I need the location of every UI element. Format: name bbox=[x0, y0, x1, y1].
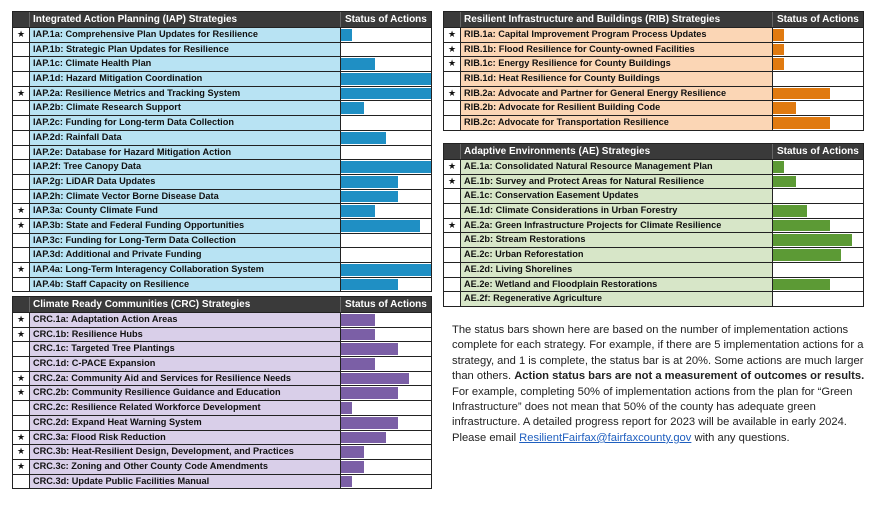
status-bar bbox=[773, 176, 796, 188]
status-cell bbox=[341, 175, 431, 189]
strategy-name: IAP.2a: Resilience Metrics and Tracking System bbox=[30, 87, 341, 101]
priority-star-icon bbox=[13, 475, 30, 489]
priority-star-icon: ★ bbox=[444, 160, 461, 174]
status-cell bbox=[341, 445, 431, 459]
priority-star-icon: ★ bbox=[444, 219, 461, 233]
strategy-row bbox=[444, 100, 863, 115]
strategy-name: CRC.1d: C-PACE Expansion bbox=[30, 357, 341, 371]
strategy-name: IAP.1b: Strategic Plan Updates for Resilience bbox=[30, 43, 341, 57]
strategy-name: CRC.2a: Community Aid and Services for Resilience Needs bbox=[30, 372, 341, 386]
header-star-cell bbox=[444, 144, 461, 159]
status-bar bbox=[341, 329, 375, 341]
status-cell bbox=[341, 101, 431, 115]
status-bar bbox=[773, 205, 807, 217]
strategy-name: IAP.1a: Comprehensive Plan Updates for Resilience bbox=[30, 28, 341, 42]
priority-star-icon bbox=[444, 292, 461, 306]
rib-table-header bbox=[444, 12, 863, 27]
priority-star-icon: ★ bbox=[13, 28, 30, 42]
strategy-name: CRC.3d: Update Public Facilities Manual bbox=[30, 475, 341, 489]
strategy-name: IAP.1d: Hazard Mitigation Coordination bbox=[30, 72, 341, 86]
status-cell bbox=[773, 28, 863, 42]
strategy-name: IAP.2d: Rainfall Data bbox=[30, 131, 341, 145]
priority-star-icon: ★ bbox=[13, 460, 30, 474]
status-bar bbox=[773, 88, 830, 100]
email-link[interactable]: ResilientFairfax@fairfaxcounty.gov bbox=[519, 431, 692, 444]
priority-star-icon: ★ bbox=[13, 313, 30, 327]
status-cell bbox=[341, 28, 431, 42]
priority-star-icon bbox=[13, 175, 30, 189]
header-star-cell bbox=[444, 12, 461, 27]
strategy-name: RIB.1a: Capital Improvement Program Process Updates bbox=[461, 28, 773, 42]
priority-star-icon: ★ bbox=[13, 204, 30, 218]
priority-star-icon bbox=[444, 278, 461, 292]
status-cell bbox=[773, 101, 863, 115]
strategy-row bbox=[444, 291, 863, 306]
strategy-name: RIB.1b: Flood Resilience for County-owned Facilities bbox=[461, 43, 773, 57]
strategy-row bbox=[13, 71, 431, 86]
strategy-row bbox=[444, 203, 863, 218]
status-cell bbox=[341, 460, 431, 474]
priority-star-icon: ★ bbox=[13, 372, 30, 386]
status-bar bbox=[341, 279, 398, 291]
status-bar bbox=[773, 279, 830, 291]
ae-strategies-table bbox=[443, 143, 864, 307]
priority-star-icon bbox=[13, 278, 30, 292]
priority-star-icon bbox=[13, 401, 30, 415]
strategy-name: IAP.2e: Database for Hazard Mitigation Action bbox=[30, 146, 341, 160]
strategy-row bbox=[444, 218, 863, 233]
status-cell bbox=[341, 72, 431, 86]
priority-star-icon: ★ bbox=[13, 87, 30, 101]
priority-star-icon: ★ bbox=[13, 431, 30, 445]
status-cell bbox=[341, 263, 431, 277]
status-bar bbox=[773, 249, 841, 261]
status-cell bbox=[341, 190, 431, 204]
strategy-name: AE.1c: Conservation Easement Updates bbox=[461, 189, 773, 203]
strategy-row bbox=[13, 86, 431, 101]
strategy-name: RIB.2c: Advocate for Transportation Resilience bbox=[461, 116, 773, 130]
strategy-row bbox=[13, 459, 431, 474]
priority-star-icon: ★ bbox=[13, 263, 30, 277]
status-cell bbox=[773, 219, 863, 233]
strategy-name: CRC.1a: Adaptation Action Areas bbox=[30, 313, 341, 327]
strategy-row bbox=[13, 27, 431, 42]
strategy-row bbox=[13, 312, 431, 327]
strategy-name: AE.2a: Green Infrastructure Projects for Climate Resilience bbox=[461, 219, 773, 233]
priority-star-icon bbox=[13, 146, 30, 160]
status-bar bbox=[341, 102, 364, 114]
status-cell bbox=[773, 263, 863, 277]
strategy-row bbox=[13, 247, 431, 262]
strategy-row bbox=[13, 356, 431, 371]
status-cell bbox=[341, 313, 431, 327]
strategy-row bbox=[13, 341, 431, 356]
strategy-name: CRC.3c: Zoning and Other County Code Amendments bbox=[30, 460, 341, 474]
strategy-name: IAP.2b: Climate Research Support bbox=[30, 101, 341, 115]
status-bar bbox=[341, 58, 375, 70]
strategy-row bbox=[444, 27, 863, 42]
status-bar bbox=[773, 161, 784, 173]
priority-star-icon bbox=[13, 248, 30, 262]
strategy-name: RIB.2a: Advocate and Partner for General Energy Resilience bbox=[461, 87, 773, 101]
strategy-name: AE.1d: Climate Considerations in Urban Forestry bbox=[461, 204, 773, 218]
status-cell bbox=[341, 146, 431, 160]
strategy-name: IAP.3d: Additional and Private Funding bbox=[30, 248, 341, 262]
strategy-name: AE.1b: Survey and Protect Areas for Natural Resilience bbox=[461, 175, 773, 189]
status-cell bbox=[341, 131, 431, 145]
strategy-name: IAP.2h: Climate Vector Borne Disease Data bbox=[30, 190, 341, 204]
strategy-row bbox=[444, 188, 863, 203]
priority-star-icon: ★ bbox=[444, 28, 461, 42]
rib-strategies-table bbox=[443, 11, 864, 131]
status-bar bbox=[341, 88, 431, 100]
status-cell bbox=[773, 278, 863, 292]
strategy-row bbox=[444, 262, 863, 277]
status-cell bbox=[773, 175, 863, 189]
status-cell bbox=[773, 248, 863, 262]
priority-star-icon bbox=[444, 204, 461, 218]
strategy-row bbox=[444, 247, 863, 262]
status-cell bbox=[341, 116, 431, 130]
strategy-row bbox=[13, 415, 431, 430]
status-cell bbox=[773, 72, 863, 86]
table-title: Adaptive Environments (AE) Strategies bbox=[461, 144, 773, 159]
priority-star-icon bbox=[13, 57, 30, 71]
priority-star-icon: ★ bbox=[13, 386, 30, 400]
strategy-row bbox=[444, 86, 863, 101]
strategy-name: RIB.1d: Heat Resilience for County Buildings bbox=[461, 72, 773, 86]
status-cell bbox=[341, 416, 431, 430]
strategy-row bbox=[13, 400, 431, 415]
status-bar bbox=[341, 476, 352, 488]
strategy-name: CRC.2b: Community Resilience Guidance and Education bbox=[30, 386, 341, 400]
priority-star-icon: ★ bbox=[13, 445, 30, 459]
strategy-row bbox=[444, 174, 863, 189]
priority-star-icon bbox=[13, 101, 30, 115]
status-cell bbox=[773, 57, 863, 71]
status-cell bbox=[341, 278, 431, 292]
crc-table-header bbox=[13, 297, 431, 312]
ae-table-header bbox=[444, 144, 863, 159]
status-cell bbox=[341, 248, 431, 262]
status-bar bbox=[341, 432, 386, 444]
status-cell bbox=[773, 292, 863, 306]
priority-star-icon: ★ bbox=[13, 219, 30, 233]
priority-star-icon bbox=[13, 357, 30, 371]
strategy-name: IAP.3a: County Climate Fund bbox=[30, 204, 341, 218]
priority-star-icon: ★ bbox=[444, 175, 461, 189]
strategy-row bbox=[444, 159, 863, 174]
status-bar bbox=[341, 161, 431, 173]
status-bar bbox=[773, 44, 784, 56]
strategy-name: AE.2b: Stream Restorations bbox=[461, 233, 773, 247]
iap-table-header bbox=[13, 12, 431, 27]
status-cell bbox=[341, 204, 431, 218]
status-cell bbox=[341, 219, 431, 233]
status-bar bbox=[773, 58, 784, 70]
status-bar bbox=[341, 132, 386, 144]
priority-star-icon: ★ bbox=[444, 43, 461, 57]
note-text-1: The status bars shown here are based on the number of implementation actions complete for each strategy. For example, if there are 5 implementation actions for a strategy, and 1 is complete, the status bar is at 20%. Some actions are much larger than others. bbox=[452, 324, 864, 383]
strategy-row bbox=[13, 385, 431, 400]
strategy-row bbox=[444, 277, 863, 292]
priority-star-icon: ★ bbox=[444, 57, 461, 71]
strategy-name: IAP.4b: Staff Capacity on Resilience bbox=[30, 278, 341, 292]
strategy-row bbox=[13, 130, 431, 145]
priority-star-icon bbox=[444, 248, 461, 262]
strategy-name: RIB.1c: Energy Resilience for County Buildings bbox=[461, 57, 773, 71]
priority-star-icon bbox=[444, 101, 461, 115]
strategy-name: CRC.1b: Resilience Hubs bbox=[30, 328, 341, 342]
strategy-name: CRC.2c: Resilience Related Workforce Development bbox=[30, 401, 341, 415]
status-bar bbox=[341, 314, 375, 326]
strategy-row bbox=[13, 371, 431, 386]
priority-star-icon bbox=[444, 189, 461, 203]
strategy-name: AE.1a: Consolidated Natural Resource Management Plan bbox=[461, 160, 773, 174]
header-star-cell bbox=[13, 297, 30, 312]
status-cell bbox=[341, 87, 431, 101]
status-bar bbox=[773, 234, 852, 246]
strategy-name: AE.2e: Wetland and Floodplain Restorations bbox=[461, 278, 773, 292]
status-cell bbox=[773, 43, 863, 57]
status-cell bbox=[341, 475, 431, 489]
strategy-name: CRC.2d: Expand Heat Warning System bbox=[30, 416, 341, 430]
status-cell bbox=[341, 431, 431, 445]
status-cell bbox=[341, 342, 431, 356]
strategy-row bbox=[13, 203, 431, 218]
status-column-header: Status of Actions bbox=[345, 299, 427, 310]
status-bar bbox=[773, 29, 784, 41]
status-bar bbox=[341, 191, 398, 203]
strategy-row bbox=[13, 233, 431, 248]
status-cell bbox=[341, 357, 431, 371]
strategy-name: CRC.3a: Flood Risk Reduction bbox=[30, 431, 341, 445]
strategy-row bbox=[13, 277, 431, 292]
strategy-name: CRC.1c: Targeted Tree Plantings bbox=[30, 342, 341, 356]
strategy-name: AE.2d: Living Shorelines bbox=[461, 263, 773, 277]
status-bar bbox=[341, 29, 352, 41]
table-title: Climate Ready Communities (CRC) Strategies bbox=[30, 297, 341, 312]
status-cell bbox=[773, 116, 863, 130]
status-cell bbox=[773, 233, 863, 247]
status-bar bbox=[341, 417, 398, 429]
status-bar bbox=[341, 73, 431, 85]
status-bar bbox=[341, 220, 420, 232]
priority-star-icon bbox=[13, 43, 30, 57]
status-cell bbox=[341, 160, 431, 174]
status-cell bbox=[773, 189, 863, 203]
strategy-row bbox=[13, 444, 431, 459]
priority-star-icon bbox=[444, 72, 461, 86]
strategy-row bbox=[13, 100, 431, 115]
priority-star-icon bbox=[13, 416, 30, 430]
status-bar bbox=[341, 446, 364, 458]
status-bar bbox=[341, 176, 398, 188]
strategy-name: IAP.2c: Funding for Long-term Data Collection bbox=[30, 116, 341, 130]
strategy-name: IAP.2f: Tree Canopy Data bbox=[30, 160, 341, 174]
strategy-name: RIB.2b: Advocate for Resilient Building Code bbox=[461, 101, 773, 115]
strategy-row bbox=[444, 115, 863, 130]
status-column-header: Status of Actions bbox=[345, 14, 427, 25]
status-note bbox=[452, 323, 877, 446]
status-bar bbox=[341, 461, 364, 473]
crc-strategies-table bbox=[12, 296, 432, 489]
status-cell bbox=[341, 401, 431, 415]
strategy-row bbox=[13, 474, 431, 489]
strategy-row bbox=[13, 430, 431, 445]
status-cell bbox=[773, 87, 863, 101]
status-bar bbox=[341, 264, 431, 276]
priority-star-icon bbox=[13, 160, 30, 174]
strategy-row bbox=[13, 327, 431, 342]
status-cell bbox=[341, 234, 431, 248]
strategy-row bbox=[13, 262, 431, 277]
status-cell bbox=[773, 204, 863, 218]
priority-star-icon bbox=[444, 263, 461, 277]
strategy-row bbox=[444, 232, 863, 247]
status-cell bbox=[773, 160, 863, 174]
priority-star-icon: ★ bbox=[13, 328, 30, 342]
priority-star-icon bbox=[13, 116, 30, 130]
priority-star-icon bbox=[13, 131, 30, 145]
status-bar bbox=[773, 117, 830, 129]
strategy-row bbox=[13, 145, 431, 160]
status-bar bbox=[773, 220, 830, 232]
status-cell bbox=[341, 386, 431, 400]
header-star-cell bbox=[13, 12, 30, 27]
strategy-row bbox=[13, 42, 431, 57]
priority-star-icon bbox=[444, 116, 461, 130]
table-title: Resilient Infrastructure and Buildings (RIB) Strategies bbox=[461, 12, 773, 27]
status-bar bbox=[341, 387, 398, 399]
strategy-name: CRC.3b: Heat-Resilient Design, Development, and Practices bbox=[30, 445, 341, 459]
priority-star-icon bbox=[13, 72, 30, 86]
strategy-name: AE.2c: Urban Reforestation bbox=[461, 248, 773, 262]
status-cell bbox=[341, 372, 431, 386]
strategy-row bbox=[13, 159, 431, 174]
status-bar bbox=[341, 402, 352, 414]
strategy-name: IAP.2g: LiDAR Data Updates bbox=[30, 175, 341, 189]
strategy-name: IAP.1c: Climate Health Plan bbox=[30, 57, 341, 71]
table-title: Integrated Action Planning (IAP) Strategies bbox=[30, 12, 341, 27]
strategy-name: AE.2f: Regenerative Agriculture bbox=[461, 292, 773, 306]
status-bar bbox=[341, 205, 375, 217]
status-cell bbox=[341, 328, 431, 342]
status-bar bbox=[341, 373, 409, 385]
strategy-name: IAP.3c: Funding for Long-Term Data Collection bbox=[30, 234, 341, 248]
status-column-header: Status of Actions bbox=[777, 14, 859, 25]
iap-strategies-table bbox=[12, 11, 432, 292]
strategy-row bbox=[13, 189, 431, 204]
priority-star-icon: ★ bbox=[444, 87, 461, 101]
strategy-row bbox=[444, 56, 863, 71]
strategy-row bbox=[444, 71, 863, 86]
status-bar bbox=[773, 102, 796, 114]
status-bar bbox=[341, 343, 398, 355]
priority-star-icon bbox=[13, 234, 30, 248]
strategy-row bbox=[13, 56, 431, 71]
status-cell bbox=[341, 57, 431, 71]
status-cell bbox=[341, 43, 431, 57]
priority-star-icon bbox=[444, 233, 461, 247]
priority-star-icon bbox=[13, 190, 30, 204]
note-text-3: with any questions. bbox=[691, 431, 790, 444]
priority-star-icon bbox=[13, 342, 30, 356]
strategy-name: IAP.3b: State and Federal Funding Opportunities bbox=[30, 219, 341, 233]
status-column-header: Status of Actions bbox=[777, 146, 859, 157]
status-bar bbox=[341, 358, 375, 370]
strategy-name: IAP.4a: Long-Term Interagency Collaboration System bbox=[30, 263, 341, 277]
strategy-row bbox=[13, 115, 431, 130]
strategy-row bbox=[13, 174, 431, 189]
note-bold-statement: Action status bars are not a measurement of outcomes or results. bbox=[514, 370, 865, 383]
strategy-row bbox=[13, 218, 431, 233]
strategy-row bbox=[444, 42, 863, 57]
note-text-2: For example, completing 50% of implementation actions from the plan for “Green Infrastructure” does not mean that 50% of the county has adequate green infrastructure. A detailed progress report for 2023 will be available in early 2024. Please email bbox=[452, 385, 853, 444]
